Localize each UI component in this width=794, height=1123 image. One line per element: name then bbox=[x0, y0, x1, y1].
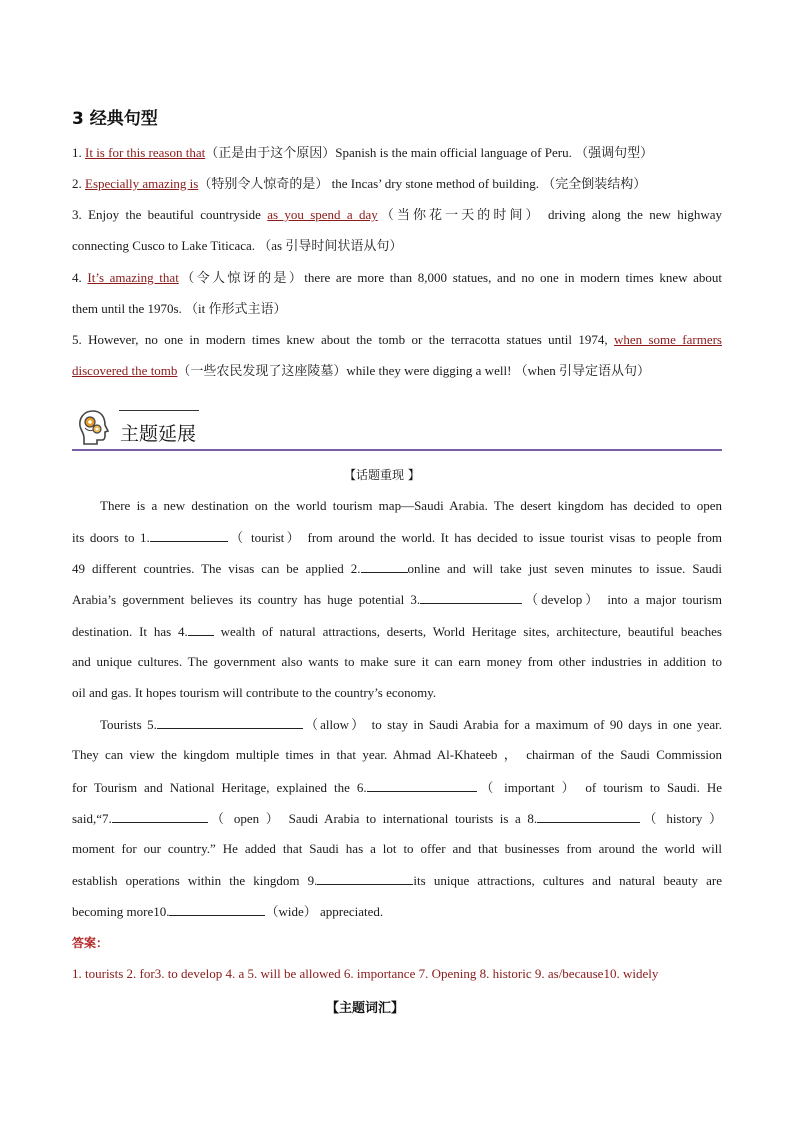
passage-line-13 bbox=[72, 872, 722, 889]
sentence-5-line-2 bbox=[72, 363, 722, 379]
answer-blank-9[interactable] bbox=[317, 872, 413, 885]
passage-text: for Tourism and National Heritage, explained the 6. bbox=[72, 780, 367, 795]
answer-blank-2[interactable] bbox=[361, 560, 408, 573]
sentence-2 bbox=[72, 176, 722, 192]
answers-text: 1. tourists 2. for3. to develop 4. a 5. will be allowed 6. importance 7. Opening 8. historic 9. as/because10. widely bbox=[72, 966, 659, 981]
sentence-4-key-phrase: It’s amazing that bbox=[87, 270, 179, 285]
sentence-1-text: （正是由于这个原因）Spanish is the main official language of Peru. （强调句型） bbox=[205, 145, 654, 160]
sentence-4-number: 4. bbox=[72, 270, 88, 285]
answer-blank-4[interactable] bbox=[188, 623, 214, 636]
passage-line-4 bbox=[72, 591, 722, 608]
passage-text: （ important ） of tourism to Saudi. He bbox=[476, 780, 722, 795]
passage-text: wealth of natural attractions, deserts, World Heritage sites, architecture, beautiful beaches bbox=[213, 624, 722, 639]
passage-text: （wide） appreciated. bbox=[265, 904, 384, 919]
banner-top-line bbox=[119, 410, 199, 411]
passage-line-3 bbox=[72, 560, 722, 577]
passage-line-5 bbox=[72, 623, 722, 640]
sentence-5-key-phrase-1: when some farmers bbox=[613, 332, 722, 347]
passage-text: establish operations within the kingdom 9. bbox=[72, 873, 318, 888]
sentence-3-text-b: （当你花一天的时间） driving along the new highway bbox=[377, 207, 723, 222]
sentence-4-line-2: them until the 1970s. （it 作形式主语） bbox=[72, 301, 287, 316]
answer-blank-10[interactable] bbox=[169, 903, 265, 916]
passage-line-2 bbox=[72, 529, 722, 546]
passage-line-6: and unique cultures. The government also wants to make sure it can earn money from other industries in addition to bbox=[72, 654, 722, 669]
passage-text: its unique attractions, cultures and natural beauty are bbox=[413, 873, 722, 888]
passage-text: online and will take just seven minutes to issue. Saudi bbox=[407, 561, 722, 576]
passage-text: its doors to 1. bbox=[72, 530, 150, 545]
answer-blank-5[interactable] bbox=[157, 716, 303, 729]
vocab-heading: 【主题词汇】 bbox=[326, 1001, 405, 1016]
sentence-5-text-c: （一些农民发现了这座陵墓）while they were digging a well! （when 引导定语从句） bbox=[177, 363, 651, 378]
answer-blank-1[interactable] bbox=[150, 529, 228, 542]
theme-banner bbox=[72, 405, 722, 451]
sentence-1-number: 1. bbox=[72, 145, 85, 160]
brain-gears-icon bbox=[75, 408, 111, 446]
sentence-2-key-phrase: Especially amazing is bbox=[85, 176, 199, 191]
answer-blank-7[interactable] bbox=[112, 810, 208, 823]
passage-text: （ open ） Saudi Arabia to international tourists is a 8. bbox=[207, 811, 538, 826]
passage-text: becoming more10. bbox=[72, 904, 170, 919]
sentence-3-text-a: 3. Enjoy the beautiful countryside bbox=[72, 207, 268, 222]
answers-label: 答案： bbox=[72, 936, 109, 950]
topic-heading: 【话题重现 】 bbox=[344, 468, 420, 482]
passage-text: Tourists 5. bbox=[100, 717, 157, 732]
passage-text: said,“7. bbox=[72, 811, 112, 826]
answer-blank-3[interactable] bbox=[420, 591, 522, 604]
section-title: 3 经典句型 bbox=[72, 109, 158, 129]
passage-line-7: oil and gas. It hopes tourism will contribute to the country’s economy. bbox=[72, 685, 437, 700]
passage-line-11 bbox=[72, 810, 722, 827]
sentence-5-key-phrase-2: discovered the tomb bbox=[72, 363, 178, 378]
passage-text: destination. It has 4. bbox=[72, 624, 188, 639]
banner-rule bbox=[72, 449, 722, 451]
passage-text: （ tourist） from around the world. It has decided to issue tourist visas to people from bbox=[227, 530, 722, 545]
passage-line-9: They can view the kingdom multiple times in that year. Ahmad Al-Khateeb ， chairman of the Saudi Commission bbox=[72, 747, 722, 762]
passage-line-10 bbox=[72, 779, 722, 796]
passage-text: 49 different countries. The visas can be applied 2. bbox=[72, 561, 361, 576]
passage-text: （allow） to stay in Saudi Arabia for a maximum of 90 days in one year. bbox=[302, 717, 722, 732]
sentence-1 bbox=[72, 145, 722, 161]
sentence-4-text-b: （令人惊讶的是）there are more than 8,000 statues, and no one in modern times knew about bbox=[178, 270, 722, 285]
answer-blank-8[interactable] bbox=[537, 810, 640, 823]
sentence-2-text: （特别令人惊奇的是） the Incas’ dry stone method of building. （完全倒装结构） bbox=[198, 176, 647, 191]
passage-line-12: moment for our country.” He added that Saudi has a lot to offer and that businesses from around the world will bbox=[72, 841, 722, 856]
banner-title: 主题延展 bbox=[120, 423, 197, 445]
passage-text: （ history ） bbox=[640, 811, 722, 826]
answer-blank-6[interactable] bbox=[367, 779, 477, 792]
sentence-1-key-phrase: It is for this reason that bbox=[85, 145, 206, 160]
passage-text: （develop） into a major tourism bbox=[522, 592, 722, 607]
passage-text: Arabia’s government believes its country has huge potential 3. bbox=[72, 592, 421, 607]
sentence-3-line-2: connecting Cusco to Lake Titicaca. （as 引导时间状语从句） bbox=[72, 238, 403, 253]
sentence-5-line-1 bbox=[72, 332, 722, 348]
passage-line-8 bbox=[100, 716, 722, 733]
passage-line-1: There is a new destination on the world tourism map—Saudi Arabia. The desert kingdom has decided to open bbox=[100, 498, 722, 513]
sentence-3-key-phrase: as you spend a day bbox=[267, 207, 378, 222]
passage-line-14 bbox=[72, 903, 722, 920]
sentence-4-line-1 bbox=[72, 270, 722, 286]
sentence-5-text-a: 5. However, no one in modern times knew about the tomb or the terracotta statues until 1974, bbox=[72, 332, 614, 347]
sentence-2-number: 2. bbox=[72, 176, 85, 191]
sentence-3-line-1 bbox=[72, 207, 722, 223]
